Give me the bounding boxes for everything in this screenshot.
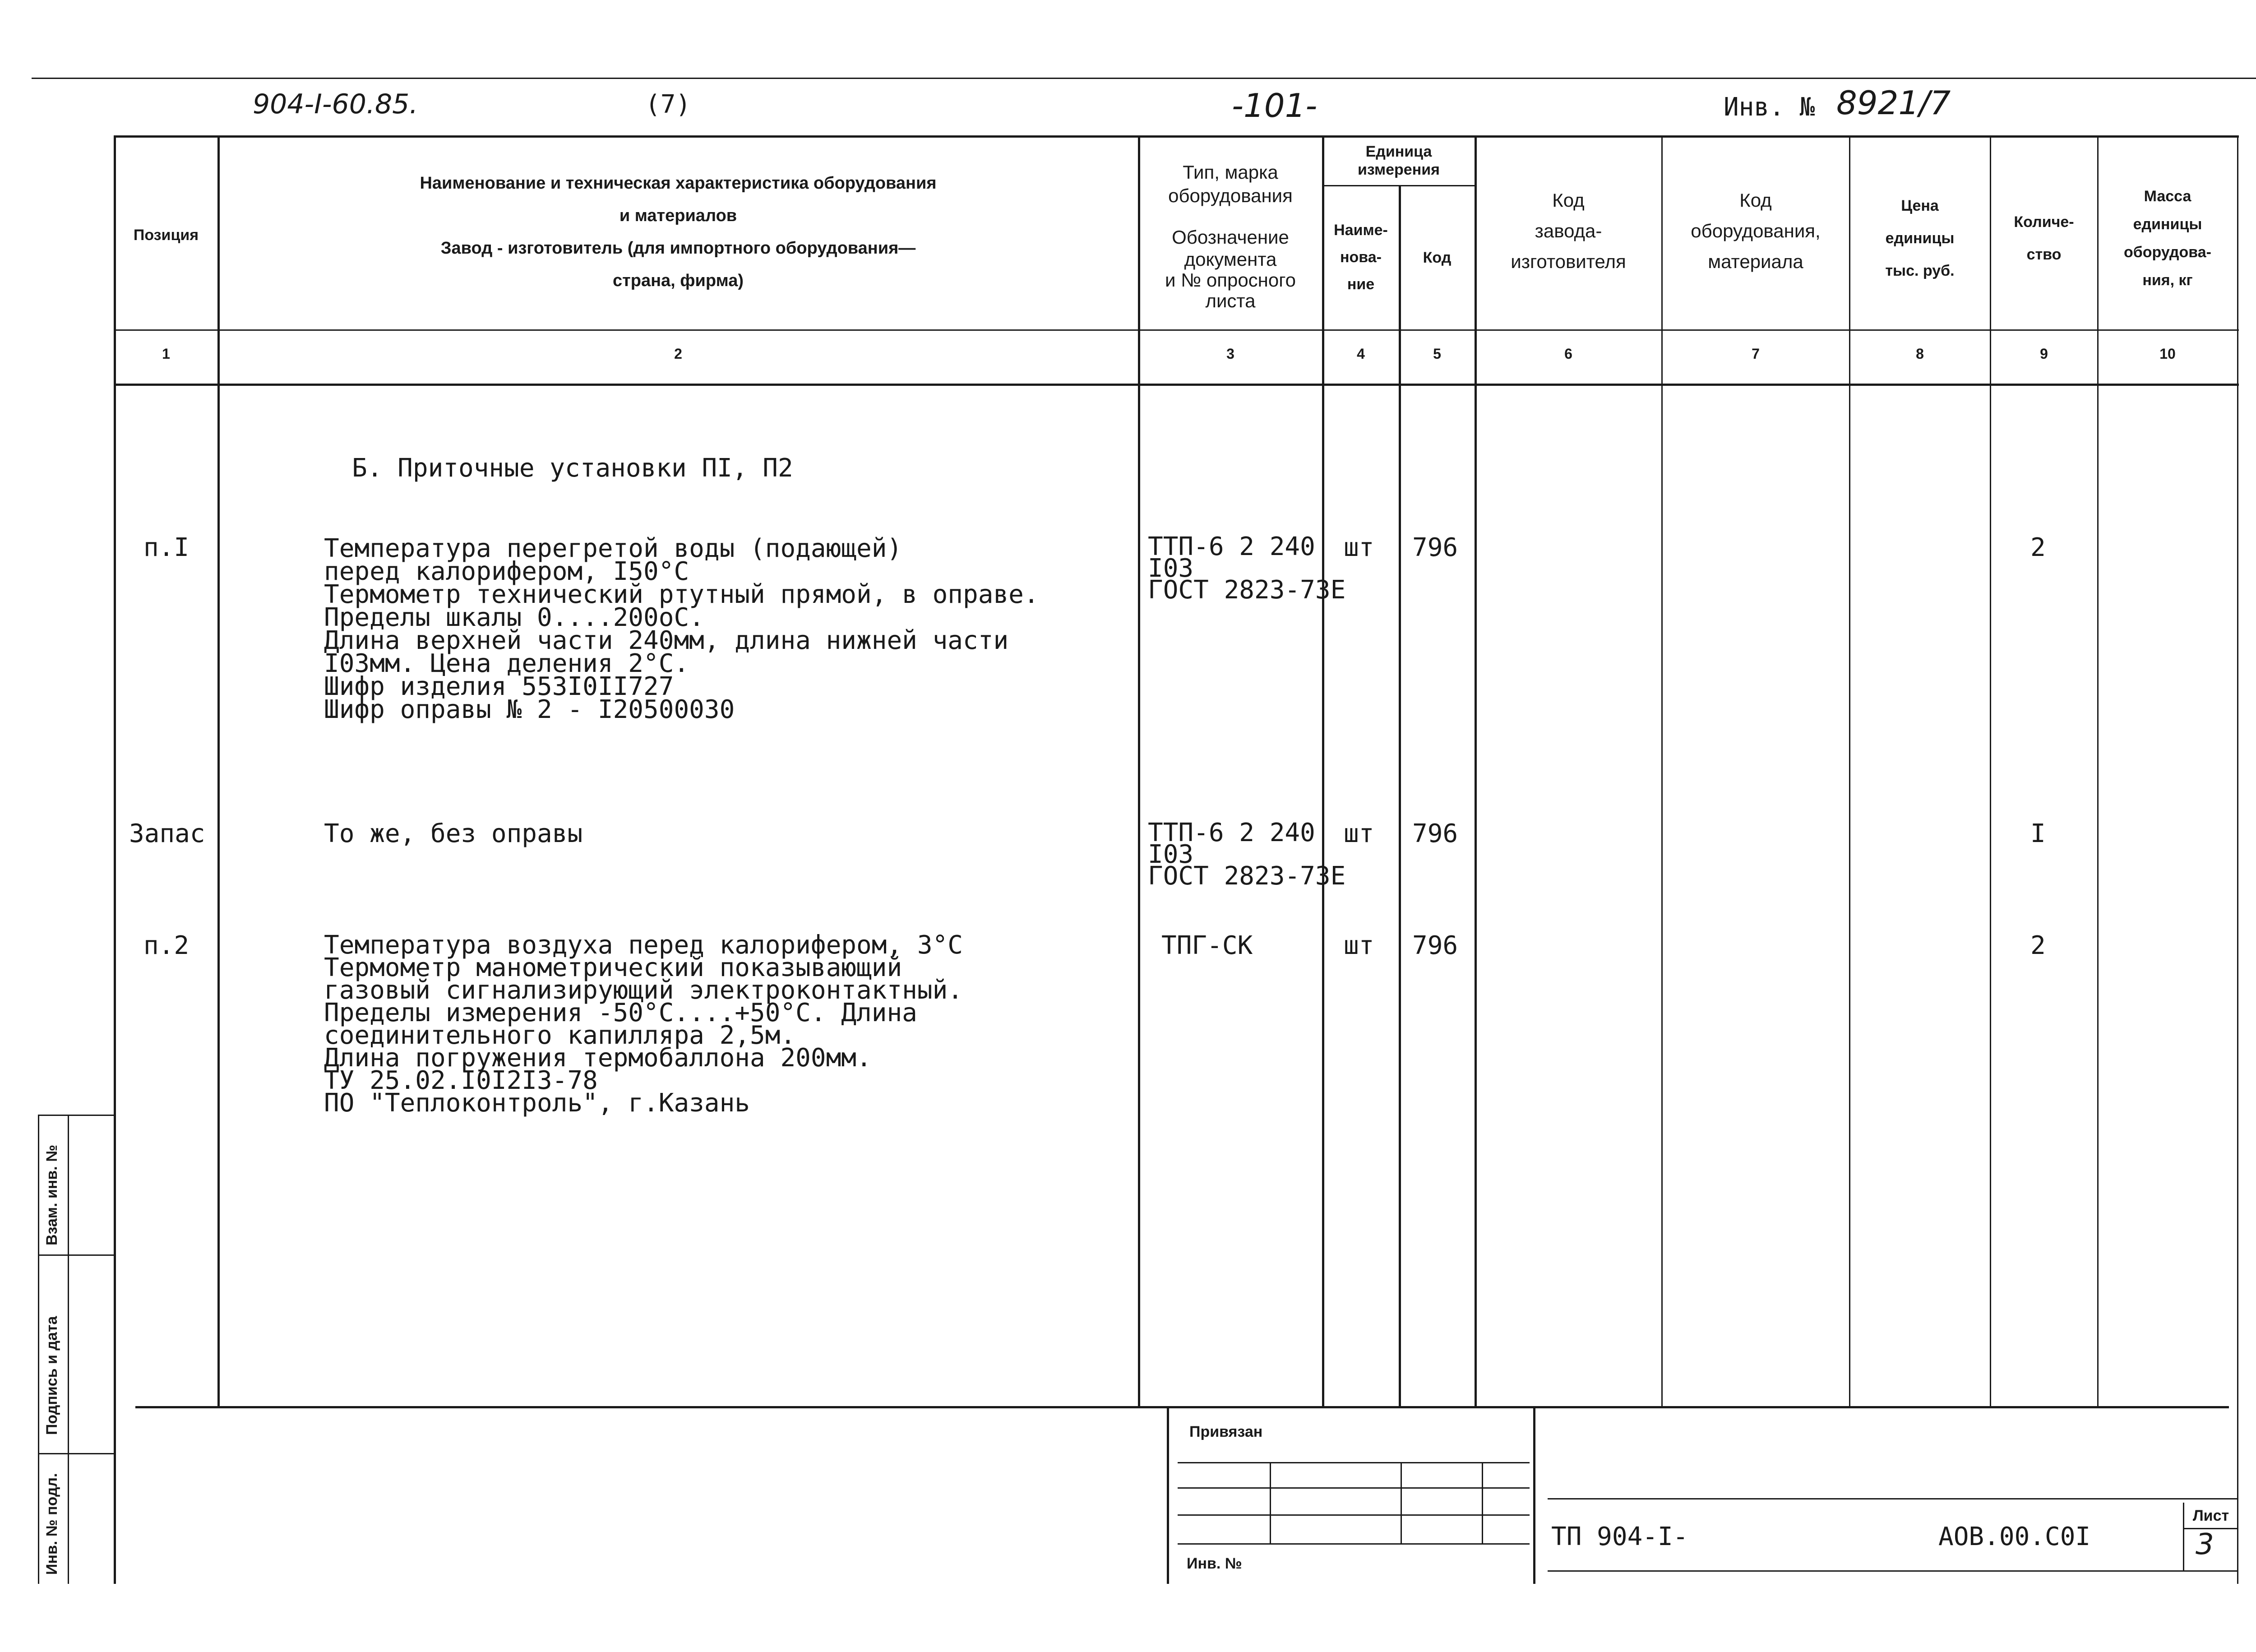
- column-number: 9: [2040, 346, 2048, 362]
- header-quantity: Количе- ство: [2014, 213, 2074, 263]
- row-unit-name: шт: [1344, 819, 1374, 848]
- table-bottom-rule: [135, 1406, 2229, 1408]
- row-description: То же, без оправы: [324, 819, 583, 848]
- title-block-cell-3: [1482, 1462, 1483, 1543]
- series-number: 904-I-60.85.: [253, 88, 418, 120]
- row-unit-code: 796: [1412, 533, 1458, 562]
- side-stamp-left: [38, 1115, 39, 1584]
- row-type: ТПГ-СК: [1161, 931, 1253, 960]
- side-stamp-podpis: Подпись и дата: [43, 1316, 60, 1435]
- column-number: 7: [1752, 346, 1760, 362]
- column-number: 8: [1916, 346, 1924, 362]
- sheet-box-left: [2183, 1503, 2184, 1570]
- side-stamp-vzam: Взам. инв. №: [43, 1144, 60, 1245]
- inv-number: 8921/7: [1836, 84, 1951, 122]
- col-divider-9: [2097, 135, 2099, 1408]
- sheet-label: Лист: [2192, 1507, 2229, 1524]
- row-unit-code: 796: [1412, 931, 1458, 960]
- column-number: 10: [2159, 346, 2176, 362]
- header-unit-name: Наиме- нова- ние: [1334, 222, 1388, 293]
- side-stamp-mid: [68, 1115, 69, 1584]
- header-mass: Масса единицы оборудова- ния, кг: [2124, 188, 2211, 289]
- col-divider-1: [217, 135, 220, 1408]
- row-unit-name: шт: [1344, 533, 1374, 562]
- row-type: ТТП-6 2 240 I03 ГОСТ 2823-73Е: [1148, 818, 1346, 891]
- album-number: (7): [645, 90, 691, 119]
- header-unit-code: Код: [1423, 249, 1452, 266]
- inv-no-label: Инв. №: [1187, 1555, 1242, 1572]
- row-unit-code: 796: [1412, 819, 1458, 848]
- col-divider-5: [1475, 135, 1477, 1408]
- doc-code-bottom-rule: [1548, 1570, 2238, 1572]
- header-name: Наименование и техническая характеристика оборудования и материалов Завод - изготовитель (для импортного оборудования— страна, фирма): [420, 174, 937, 290]
- unit-group-rule: [1322, 185, 1475, 186]
- side-stamp-rule-3: [38, 1453, 115, 1454]
- title-block-row-2: [1178, 1487, 1530, 1489]
- column-number: 1: [162, 346, 170, 362]
- doc-code: ТП 904-I-: [1551, 1522, 1688, 1551]
- side-stamp-rule-1: [38, 1115, 115, 1116]
- section-title: Б. Приточные установки ПI, П2: [352, 453, 793, 483]
- header-type: Тип, марка оборудования Обозначение документа и № опросного листа: [1165, 162, 1296, 311]
- column-number: 6: [1564, 346, 1572, 362]
- row-unit-name: шт: [1344, 931, 1374, 960]
- doc-code-top-rule: [1548, 1498, 2238, 1499]
- col-divider-8: [1990, 135, 1991, 1408]
- top-rule: [32, 78, 2256, 79]
- column-number: 5: [1433, 346, 1441, 362]
- column-number: 3: [1226, 346, 1234, 362]
- row-description: Температура перегретой воды (подающей) перед калорифером, I50°C Термометр технический ртутный прямой, в оправе. Пределы шкалы 0....200оС. Длина верхней части 240мм, длина нижней части I03мм. Цена деления 2°С. Шифр изделия 553I0II727 Шифр оправы № 2 - I20500030: [324, 534, 1039, 724]
- header-bottom-rule: [114, 329, 2239, 331]
- row-quantity: 2: [2030, 931, 2046, 960]
- doc-mark: АОВ.00.С0I: [1938, 1522, 2091, 1551]
- row-position: п.2: [143, 931, 190, 960]
- row-position: п.I: [143, 533, 190, 562]
- title-block-row-3: [1178, 1514, 1530, 1516]
- row-quantity: 2: [2030, 533, 2046, 562]
- col-divider-2: [1138, 135, 1140, 1408]
- inv-label: Инв. №: [1724, 93, 1815, 122]
- page-number: -101-: [1232, 87, 1318, 125]
- title-block-row-1: [1178, 1462, 1530, 1463]
- side-stamp-rule-2: [38, 1254, 115, 1256]
- header-unit-group: Единица измерения: [1358, 143, 1440, 178]
- col-divider-3: [1322, 135, 1324, 1408]
- side-stamp-inv-podl: Инв. № подл.: [43, 1473, 60, 1575]
- sheet-number: 3: [2196, 1528, 2214, 1561]
- column-number: 4: [1357, 346, 1365, 362]
- title-block-left: [1167, 1406, 1169, 1584]
- header-price: Цена единицы тыс. руб.: [1885, 197, 1955, 279]
- header-equipment-code: Код оборудования, материала: [1691, 190, 1821, 272]
- privyazan-label: Привязан: [1189, 1423, 1263, 1440]
- header-factory-code: Код завода- изготовителя: [1511, 190, 1626, 272]
- frame-right: [2237, 135, 2238, 1584]
- title-block-mid: [1533, 1406, 1535, 1584]
- header-position: Позиция: [133, 227, 199, 244]
- title-block-row-4: [1178, 1543, 1530, 1545]
- numbers-bottom-rule: [114, 384, 2239, 386]
- column-number: 2: [674, 346, 682, 362]
- row-type: ТТП-6 2 240 I03 ГОСТ 2823-73Е: [1148, 532, 1346, 605]
- col-divider-6: [1661, 135, 1663, 1408]
- col-divider-7: [1849, 135, 1850, 1408]
- row-position: Запас: [129, 819, 205, 848]
- title-block-cell-1: [1270, 1462, 1271, 1543]
- row-quantity: I: [2030, 819, 2046, 848]
- title-block-cell-2: [1401, 1462, 1402, 1543]
- header-top-rule: [114, 135, 2239, 138]
- col-divider-4: [1399, 185, 1401, 1408]
- row-description: Температура воздуха перед калорифером, 3°С Термометр манометрический показывающий газовый сигнализирующий электроконтактный. Пределы измерения -50°С....+50°С. Длина соединительного капилляра 2,5м. Длина погружения термобаллона 200мм. ТУ 25.02.I0I2I3-78 ПО "Теплоконтроль", г.Казань: [324, 930, 963, 1118]
